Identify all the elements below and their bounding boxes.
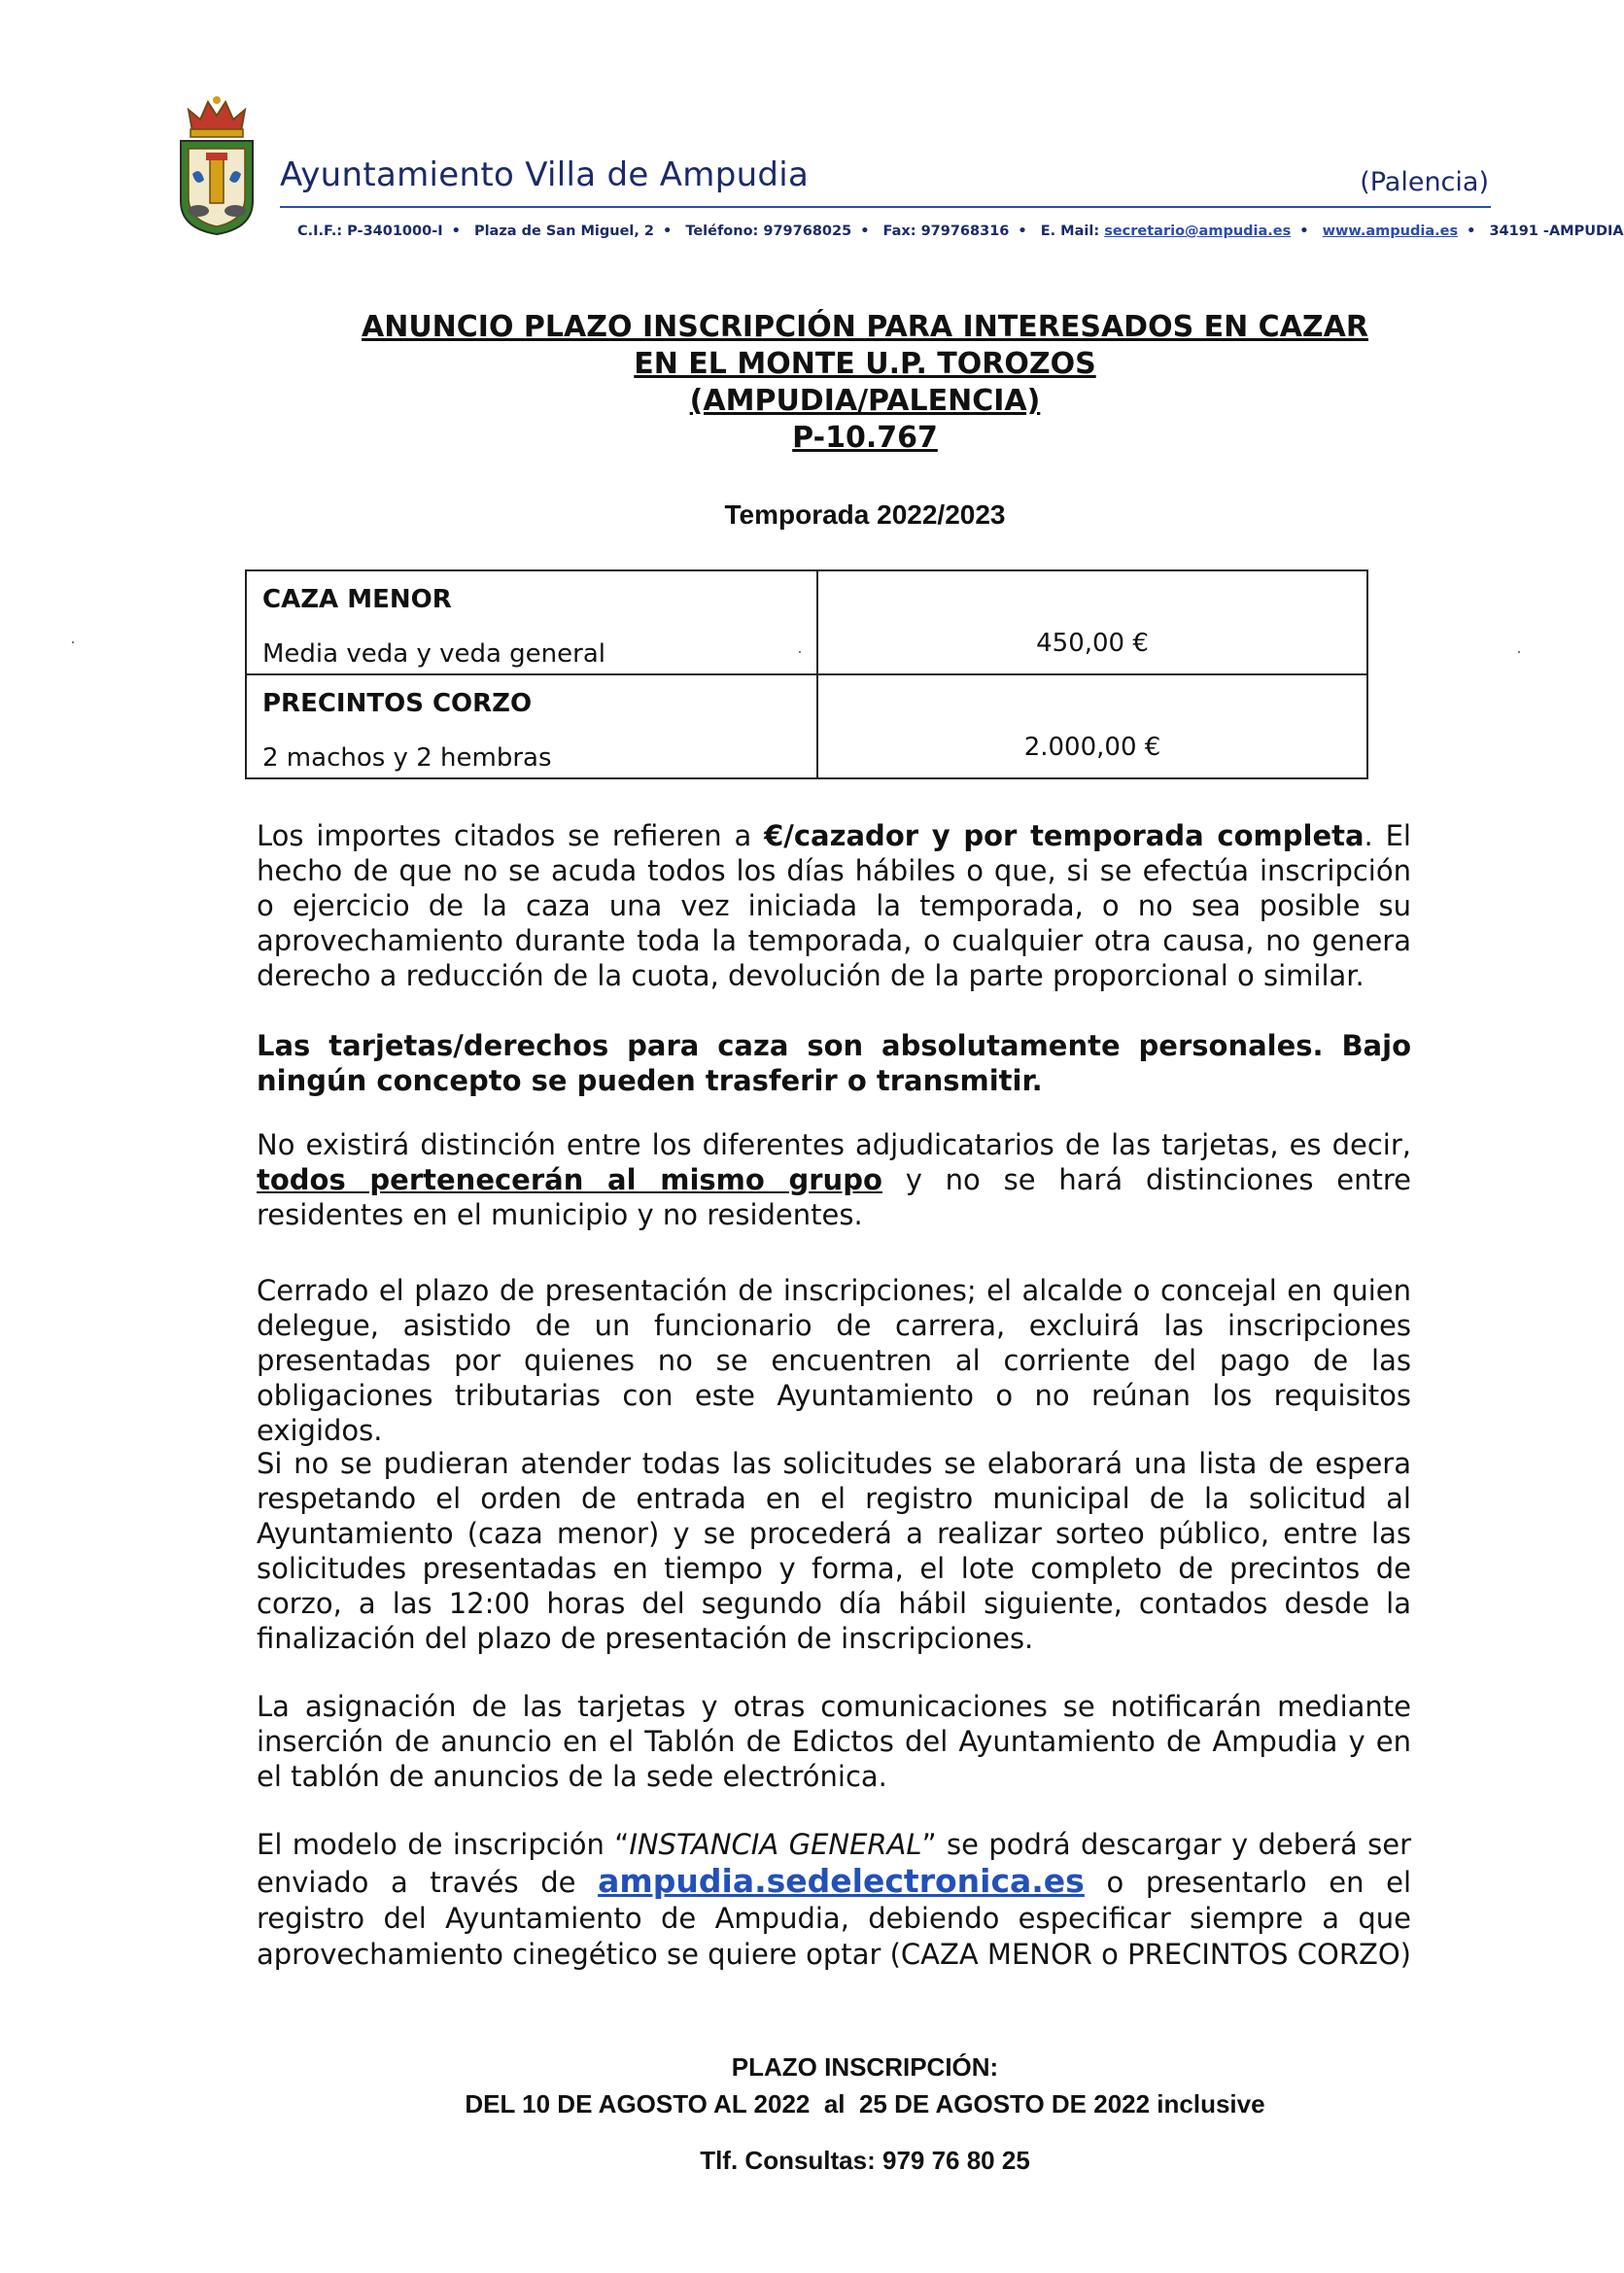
province-name: (Palencia) [1360, 167, 1489, 197]
table-row [246, 570, 1367, 674]
text-run: El modelo de inscripción “ [257, 1828, 630, 1861]
organization-name: Ayuntamiento Villa de Ampudia [280, 155, 810, 194]
paragraph-waiting-list: Si no se pudieran atender todas las solicitudes se elaborará una lista de espera respetando el orden de entrada en el registro municipal de la solicitud al Ayuntamiento (caza menor) y se procederá a realizar sorteo público, entre las solicitudes presentadas en tiempo y forma, el lote completo de precintos de corzo, a las 12:00 horas del segundo día hábil siguiente, contados desde la finalización del plazo de presentación de inscripciones. [257, 1447, 1411, 1655]
phone-number: Teléfono: 979768025 [685, 224, 852, 239]
contact-line: C.I.F.: P-3401000-I • Plaza de San Miguel, 2 • Teléfono: 979768025 • Fax: 979768316 • E. Mail: secretario@ampudia.es • www.ampudia.es • 34191 -AMPUDIA [297, 224, 1624, 239]
scan-speck [1518, 651, 1520, 653]
table-cell [246, 570, 817, 674]
email-link[interactable]: secretario@ampudia.es [1104, 224, 1292, 239]
paragraph-exclusion: Cerrado el plazo de presentación de inscripciones; el alcalde o concejal en quien delegue, asistido de un funcionario de carrera, excluirá las inscripciones presentadas por quienes no se encuentren al corriente del pago de las obligaciones tributarias con este Ayuntamiento o no reúnan los requisitos exigidos. [257, 1274, 1411, 1447]
registration-deadline [292, 2049, 1438, 2122]
text-run: Los importes citados se refieren a [257, 819, 765, 852]
website-link[interactable]: www.ampudia.es [1322, 224, 1459, 239]
table-cell [246, 674, 817, 778]
price-value: 450,00 € [817, 570, 1367, 674]
title-line-2: EN EL MONTE U.P. TOROZOS [634, 347, 1096, 381]
text-run: ” se podrá descargar y deberá ser enviado a través de [257, 1828, 1412, 1899]
fax-number: Fax: 979768316 [882, 224, 1010, 239]
price-description: Media veda y veda general [262, 639, 605, 669]
text-run-italic: INSTANCIA GENERAL [629, 1828, 922, 1861]
header-divider [280, 206, 1491, 208]
text-run: . El hecho de que no se acuda todos los días hábiles o que, si se efectúa inscripción o ejercicio de la caza una vez iniciada la temporada, o no sea posible su aprovechamiento durante toda la temporada, o cualquier otra causa, no genera derecho a reducción de la cuota, devolución de la parte proporcional o similar. [257, 819, 1411, 992]
season-label: Temporada 2022/2023 [724, 499, 1006, 530]
deadline-heading: PLAZO INSCRIPCIÓN: [731, 2052, 999, 2082]
text-run-bold-underline: todos pertenecerán al mismo grupo [257, 1163, 882, 1196]
text-run-bold: €/cazador y por temporada completa [764, 819, 1365, 852]
title-line-4: P-10.767 [792, 421, 938, 455]
text-run: y no se hará distinciones entre residentes en el municipio y no residentes. [257, 1163, 1411, 1231]
address: Plaza de San Miguel, 2 [473, 224, 655, 239]
text-run: o presentarlo en el registro del Ayuntamiento de Ampudia, debiendo especificar siempre a que aprovechamiento cinegético se quiere optar (CAZA MENOR o PRECINTOS CORZO) [257, 1866, 1411, 1971]
deadline-dates: DEL 10 DE AGOSTO AL 2022 al 25 DE AGOSTO DE 2022 inclusive [465, 2089, 1265, 2118]
paragraph-registration-form [257, 1827, 1411, 1973]
table-row [246, 674, 1367, 778]
municipal-crest-icon [175, 92, 259, 238]
title-line-3: (AMPUDIA/PALENCIA) [689, 384, 1041, 418]
price-value: 2.000,00 € [817, 674, 1367, 778]
paragraph-personal-cards: Las tarjetas/derechos para caza son absolutamente personales. Bajo ningún concepto se pueden trasferir o transmitir. [257, 1029, 1411, 1097]
price-category: CAZA MENOR [262, 585, 452, 614]
announcement-title [292, 309, 1438, 457]
scan-speck [799, 651, 801, 653]
consult-phone: Tlf. Consultas: 979 76 80 25 [700, 2146, 1030, 2175]
scan-speck [72, 641, 74, 643]
paragraph-notifications: La asignación de las tarjetas y otras comunicaciones se notificarán mediante inserción de anuncio en el Tablón de Edictos del Ayuntamiento de Ampudia y en el tablón de anuncios de la sede electrónica. [257, 1690, 1411, 1793]
sede-electronica-link[interactable]: ampudia.sedelectronica.es [598, 1862, 1085, 1900]
title-line-1: ANUNCIO PLAZO INSCRIPCIÓN PARA INTERESADOS EN CAZAR [362, 310, 1368, 344]
text-run: No existirá distinción entre los diferentes adjudicatarios de las tarjetas, es decir, [257, 1128, 1411, 1161]
paragraph-pricing-terms [257, 818, 1411, 993]
cif-number: C.I.F.: P-3401000-I [297, 224, 443, 239]
price-category: PRECINTOS CORZO [262, 689, 533, 718]
price-description: 2 machos y 2 hembras [262, 743, 552, 773]
paragraph-no-distinction [257, 1127, 1411, 1232]
email-label: E. Mail: [1040, 224, 1100, 239]
price-table [245, 569, 1368, 779]
postal-code: 34191 -AMPUDIA [1489, 224, 1624, 239]
